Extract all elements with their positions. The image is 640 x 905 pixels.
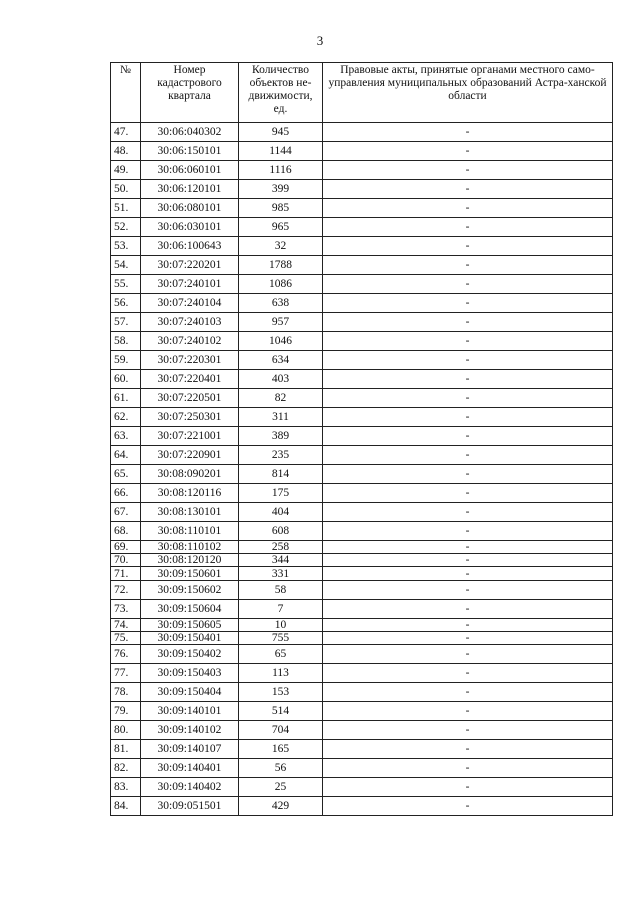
legal-acts: - <box>323 541 613 554</box>
object-count: 957 <box>239 313 323 332</box>
cadastral-number: 30:07:220401 <box>141 370 239 389</box>
legal-acts: - <box>323 683 613 702</box>
object-count: 1046 <box>239 332 323 351</box>
cadastral-number: 30:06:080101 <box>141 199 239 218</box>
legal-acts: - <box>323 123 613 142</box>
table-row <box>111 237 613 256</box>
row-number: 64. <box>111 446 141 465</box>
row-number: 75. <box>111 632 141 645</box>
header-count: Количество объектов не-движимости, ед. <box>239 63 323 123</box>
cadastral-number: 30:06:120101 <box>141 180 239 199</box>
row-number: 84. <box>111 797 141 816</box>
cadastral-table <box>110 62 613 816</box>
object-count: 965 <box>239 218 323 237</box>
table-header-row <box>111 63 613 123</box>
cadastral-number: 30:06:100643 <box>141 237 239 256</box>
table-row <box>111 503 613 522</box>
header-acts: Правовые акты, принятые органами местного само-управления муниципальных образований Астра-ханской области <box>323 63 613 123</box>
object-count: 1144 <box>239 142 323 161</box>
table-row <box>111 632 613 645</box>
cadastral-number: 30:09:140107 <box>141 740 239 759</box>
object-count: 403 <box>239 370 323 389</box>
object-count: 331 <box>239 567 323 581</box>
legal-acts: - <box>323 142 613 161</box>
object-count: 945 <box>239 123 323 142</box>
legal-acts: - <box>323 619 613 632</box>
object-count: 7 <box>239 600 323 619</box>
row-number: 60. <box>111 370 141 389</box>
object-count: 814 <box>239 465 323 484</box>
object-count: 153 <box>239 683 323 702</box>
table-row <box>111 522 613 541</box>
table-row <box>111 619 613 632</box>
legal-acts: - <box>323 389 613 408</box>
table-row <box>111 142 613 161</box>
cadastral-number: 30:06:060101 <box>141 161 239 180</box>
row-number: 73. <box>111 600 141 619</box>
legal-acts: - <box>323 778 613 797</box>
cadastral-number: 30:09:051501 <box>141 797 239 816</box>
table-row <box>111 600 613 619</box>
row-number: 47. <box>111 123 141 142</box>
row-number: 55. <box>111 275 141 294</box>
table-row <box>111 702 613 721</box>
object-count: 389 <box>239 427 323 446</box>
row-number: 66. <box>111 484 141 503</box>
cadastral-number: 30:07:220501 <box>141 389 239 408</box>
table-row <box>111 370 613 389</box>
legal-acts: - <box>323 408 613 427</box>
object-count: 82 <box>239 389 323 408</box>
table-row <box>111 256 613 275</box>
object-count: 985 <box>239 199 323 218</box>
object-count: 165 <box>239 740 323 759</box>
row-number: 68. <box>111 522 141 541</box>
legal-acts: - <box>323 256 613 275</box>
row-number: 78. <box>111 683 141 702</box>
cadastral-number: 30:07:220201 <box>141 256 239 275</box>
legal-acts: - <box>323 332 613 351</box>
table-row <box>111 161 613 180</box>
row-number: 48. <box>111 142 141 161</box>
object-count: 56 <box>239 759 323 778</box>
cadastral-number: 30:09:150605 <box>141 619 239 632</box>
table-row <box>111 721 613 740</box>
table-row <box>111 351 613 370</box>
legal-acts: - <box>323 567 613 581</box>
object-count: 755 <box>239 632 323 645</box>
row-number: 59. <box>111 351 141 370</box>
object-count: 399 <box>239 180 323 199</box>
object-count: 58 <box>239 581 323 600</box>
row-number: 72. <box>111 581 141 600</box>
object-count: 235 <box>239 446 323 465</box>
row-number: 82. <box>111 759 141 778</box>
cadastral-number: 30:07:220301 <box>141 351 239 370</box>
legal-acts: - <box>323 797 613 816</box>
table-row <box>111 554 613 567</box>
legal-acts: - <box>323 554 613 567</box>
cadastral-number: 30:07:221001 <box>141 427 239 446</box>
row-number: 74. <box>111 619 141 632</box>
table-row <box>111 567 613 581</box>
table-row <box>111 275 613 294</box>
row-number: 65. <box>111 465 141 484</box>
legal-acts: - <box>323 446 613 465</box>
legal-acts: - <box>323 664 613 683</box>
cadastral-number: 30:09:150601 <box>141 567 239 581</box>
cadastral-number: 30:08:120120 <box>141 554 239 567</box>
legal-acts: - <box>323 600 613 619</box>
object-count: 175 <box>239 484 323 503</box>
cadastral-number: 30:09:140101 <box>141 702 239 721</box>
cadastral-number: 30:09:150404 <box>141 683 239 702</box>
object-count: 10 <box>239 619 323 632</box>
table-row <box>111 484 613 503</box>
object-count: 429 <box>239 797 323 816</box>
legal-acts: - <box>323 237 613 256</box>
row-number: 69. <box>111 541 141 554</box>
row-number: 63. <box>111 427 141 446</box>
object-count: 1116 <box>239 161 323 180</box>
table-row <box>111 778 613 797</box>
row-number: 61. <box>111 389 141 408</box>
legal-acts: - <box>323 465 613 484</box>
legal-acts: - <box>323 632 613 645</box>
object-count: 32 <box>239 237 323 256</box>
legal-acts: - <box>323 522 613 541</box>
row-number: 53. <box>111 237 141 256</box>
object-count: 258 <box>239 541 323 554</box>
cadastral-number: 30:08:130101 <box>141 503 239 522</box>
table-row <box>111 740 613 759</box>
object-count: 65 <box>239 645 323 664</box>
legal-acts: - <box>323 581 613 600</box>
object-count: 404 <box>239 503 323 522</box>
table-row <box>111 797 613 816</box>
cadastral-number: 30:06:150101 <box>141 142 239 161</box>
legal-acts: - <box>323 759 613 778</box>
object-count: 1086 <box>239 275 323 294</box>
table-row <box>111 446 613 465</box>
cadastral-number: 30:07:250301 <box>141 408 239 427</box>
legal-acts: - <box>323 702 613 721</box>
legal-acts: - <box>323 180 613 199</box>
legal-acts: - <box>323 275 613 294</box>
cadastral-number: 30:09:150401 <box>141 632 239 645</box>
cadastral-number: 30:06:040302 <box>141 123 239 142</box>
row-number: 51. <box>111 199 141 218</box>
cadastral-number: 30:08:110101 <box>141 522 239 541</box>
cadastral-number: 30:09:140102 <box>141 721 239 740</box>
table-row <box>111 332 613 351</box>
cadastral-number: 30:09:140401 <box>141 759 239 778</box>
legal-acts: - <box>323 370 613 389</box>
legal-acts: - <box>323 721 613 740</box>
row-number: 54. <box>111 256 141 275</box>
row-number: 80. <box>111 721 141 740</box>
cadastral-number: 30:09:150402 <box>141 645 239 664</box>
legal-acts: - <box>323 351 613 370</box>
cadastral-number: 30:08:090201 <box>141 465 239 484</box>
object-count: 113 <box>239 664 323 683</box>
legal-acts: - <box>323 294 613 313</box>
row-number: 62. <box>111 408 141 427</box>
table-row <box>111 427 613 446</box>
object-count: 514 <box>239 702 323 721</box>
cadastral-number: 30:06:030101 <box>141 218 239 237</box>
header-num: № <box>111 63 141 123</box>
table-row <box>111 408 613 427</box>
row-number: 58. <box>111 332 141 351</box>
legal-acts: - <box>323 645 613 664</box>
row-number: 57. <box>111 313 141 332</box>
table-row <box>111 645 613 664</box>
table-row <box>111 199 613 218</box>
table-row <box>111 123 613 142</box>
legal-acts: - <box>323 199 613 218</box>
object-count: 25 <box>239 778 323 797</box>
table-row <box>111 581 613 600</box>
header-cadastral: Номер кадастрового квартала <box>141 63 239 123</box>
object-count: 704 <box>239 721 323 740</box>
legal-acts: - <box>323 740 613 759</box>
table-row <box>111 313 613 332</box>
table-row <box>111 389 613 408</box>
cadastral-number: 30:07:220901 <box>141 446 239 465</box>
row-number: 79. <box>111 702 141 721</box>
cadastral-number: 30:09:140402 <box>141 778 239 797</box>
row-number: 76. <box>111 645 141 664</box>
table-row <box>111 294 613 313</box>
row-number: 83. <box>111 778 141 797</box>
row-number: 67. <box>111 503 141 522</box>
object-count: 608 <box>239 522 323 541</box>
table-row <box>111 465 613 484</box>
legal-acts: - <box>323 313 613 332</box>
table-row <box>111 664 613 683</box>
legal-acts: - <box>323 427 613 446</box>
cadastral-number: 30:08:110102 <box>141 541 239 554</box>
object-count: 638 <box>239 294 323 313</box>
cadastral-number: 30:08:120116 <box>141 484 239 503</box>
cadastral-number: 30:07:240103 <box>141 313 239 332</box>
table-body <box>111 123 613 816</box>
table-row <box>111 759 613 778</box>
page-number: 3 <box>316 33 324 48</box>
row-number: 77. <box>111 664 141 683</box>
legal-acts: - <box>323 503 613 522</box>
cadastral-number: 30:07:240104 <box>141 294 239 313</box>
cadastral-number: 30:07:240101 <box>141 275 239 294</box>
legal-acts: - <box>323 484 613 503</box>
object-count: 344 <box>239 554 323 567</box>
table-row <box>111 541 613 554</box>
row-number: 50. <box>111 180 141 199</box>
table-row <box>111 683 613 702</box>
object-count: 311 <box>239 408 323 427</box>
row-number: 71. <box>111 567 141 581</box>
cadastral-number: 30:09:150602 <box>141 581 239 600</box>
row-number: 52. <box>111 218 141 237</box>
object-count: 634 <box>239 351 323 370</box>
object-count: 1788 <box>239 256 323 275</box>
row-number: 81. <box>111 740 141 759</box>
legal-acts: - <box>323 161 613 180</box>
cadastral-number: 30:07:240102 <box>141 332 239 351</box>
row-number: 49. <box>111 161 141 180</box>
row-number: 56. <box>111 294 141 313</box>
row-number: 70. <box>111 554 141 567</box>
table-row <box>111 180 613 199</box>
table-row <box>111 218 613 237</box>
legal-acts: - <box>323 218 613 237</box>
cadastral-number: 30:09:150403 <box>141 664 239 683</box>
cadastral-number: 30:09:150604 <box>141 600 239 619</box>
